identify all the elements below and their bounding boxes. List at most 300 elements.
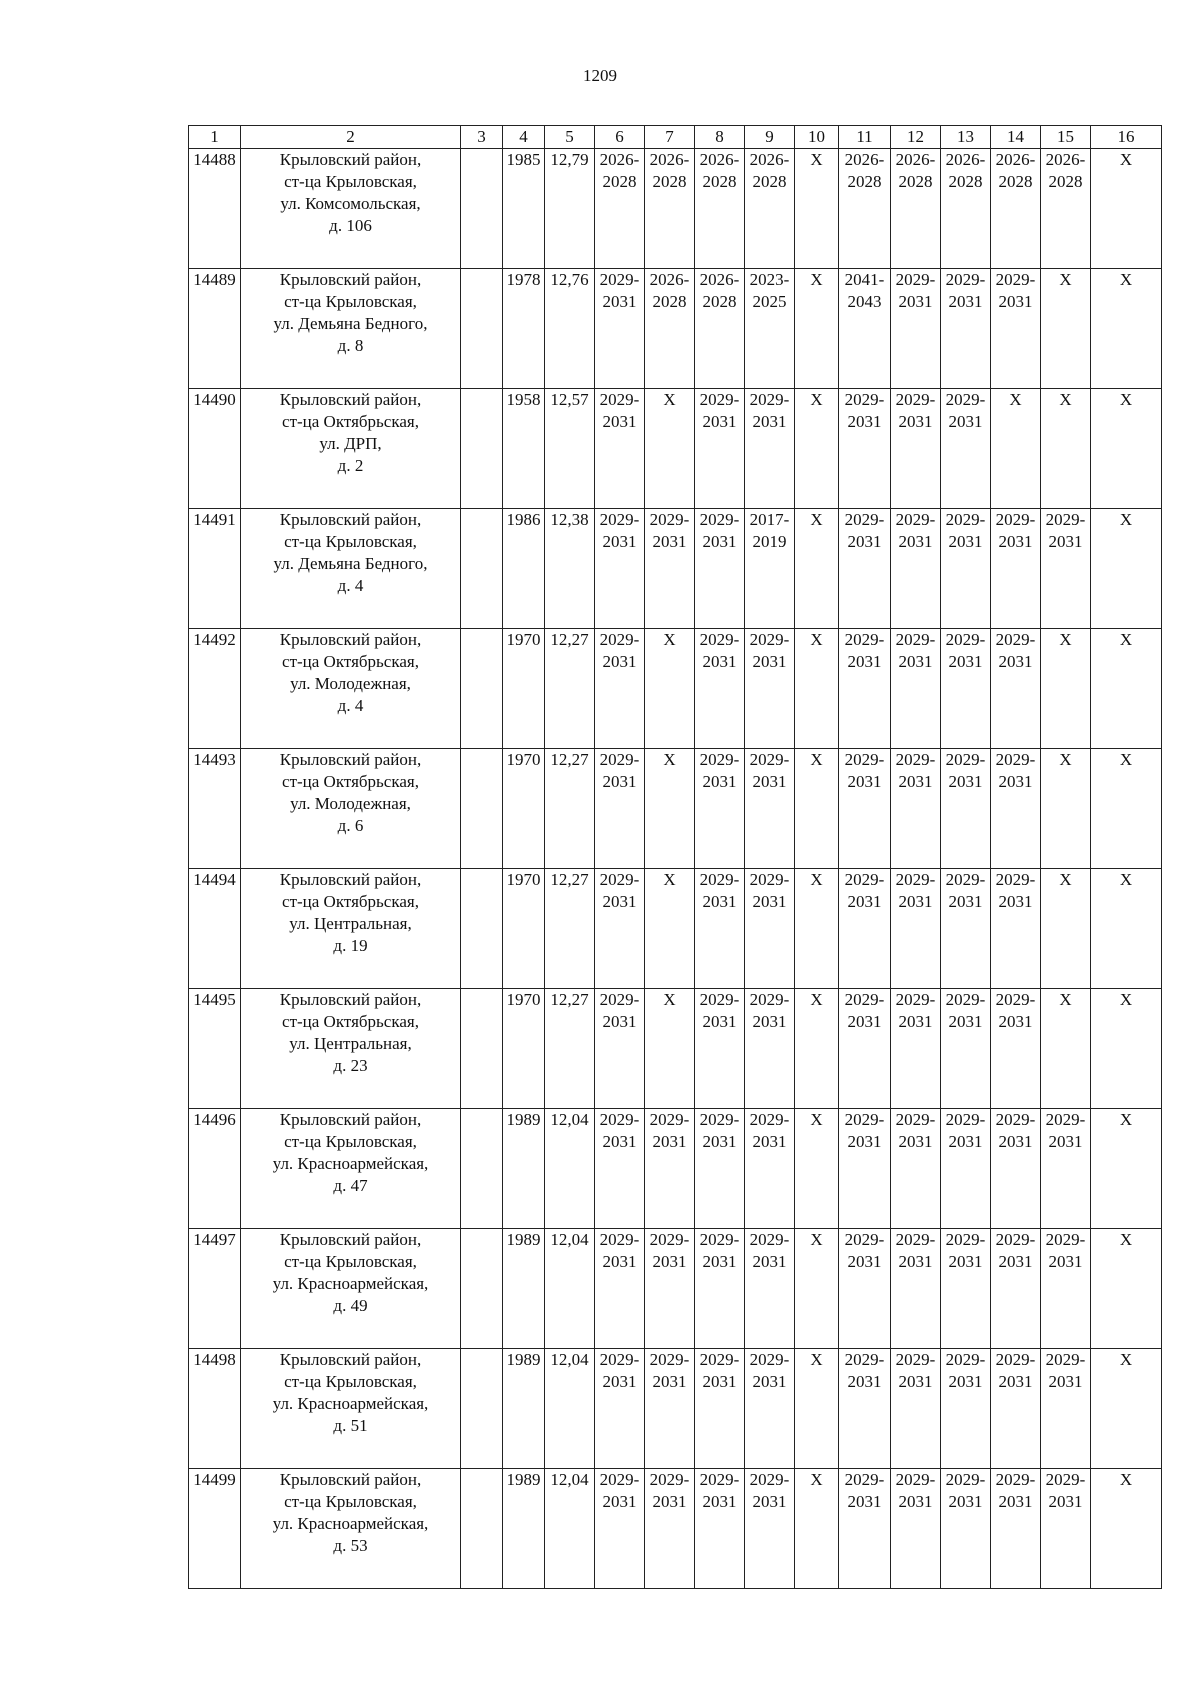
period-text: X xyxy=(1059,750,1072,769)
period-cell xyxy=(891,749,941,869)
period-text: 2028 xyxy=(998,172,1033,191)
period-text: 2029- xyxy=(995,1470,1036,1489)
period-cell xyxy=(595,1109,645,1229)
address-line: д. 8 xyxy=(337,336,364,355)
column-3-cell xyxy=(461,1109,503,1229)
year-cell: 1958 xyxy=(503,389,545,509)
period-text: 2029- xyxy=(749,630,790,649)
address-cell xyxy=(241,869,461,989)
period-text: 2029- xyxy=(599,510,640,529)
period-text: 2031 xyxy=(602,892,637,911)
page-number: 1209 xyxy=(583,66,617,85)
period-text: 2031 xyxy=(898,1132,933,1151)
column-header: 1 xyxy=(189,126,241,149)
column-header: 4 xyxy=(503,126,545,149)
period-text: 2028 xyxy=(1048,172,1083,191)
column-header: 3 xyxy=(461,126,503,149)
period-text: X xyxy=(1059,630,1072,649)
address-line: ул. Молодежная, xyxy=(290,794,411,813)
period-text: 2029- xyxy=(995,870,1036,889)
period-text: 2029- xyxy=(945,630,986,649)
address-cell xyxy=(241,389,461,509)
period-text: 2031 xyxy=(898,1492,933,1511)
period-cell xyxy=(645,869,695,989)
period-text: X xyxy=(810,870,823,889)
row-number-cell: 14499 xyxy=(189,1469,241,1589)
period-cell xyxy=(991,149,1041,269)
row-number-cell: 14493 xyxy=(189,749,241,869)
period-cell xyxy=(941,269,991,389)
period-text: 2029- xyxy=(844,390,885,409)
period-text: 2031 xyxy=(702,1492,737,1511)
period-text: 2031 xyxy=(898,412,933,431)
period-cell xyxy=(891,389,941,509)
period-text: 2029- xyxy=(844,1470,885,1489)
period-text: 2029- xyxy=(599,390,640,409)
period-text: 2029- xyxy=(895,1470,936,1489)
value-cell: 12,04 xyxy=(545,1229,595,1349)
period-text: 2031 xyxy=(898,1252,933,1271)
period-text: 2029- xyxy=(599,1230,640,1249)
period-text: 2029- xyxy=(895,750,936,769)
address-line: д. 6 xyxy=(337,816,364,835)
column-3-cell xyxy=(461,869,503,989)
period-text: 2029- xyxy=(1045,1230,1086,1249)
value-cell: 12,38 xyxy=(545,509,595,629)
period-text: 2031 xyxy=(998,292,1033,311)
period-cell xyxy=(1091,629,1162,749)
period-cell xyxy=(891,629,941,749)
address-line: ст-ца Крыловская, xyxy=(284,532,417,551)
address-line: д. 4 xyxy=(337,696,364,715)
period-text: X xyxy=(810,1230,823,1249)
period-cell xyxy=(795,269,839,389)
period-text: 2031 xyxy=(702,1372,737,1391)
period-cell xyxy=(1041,1229,1091,1349)
period-text: 2029- xyxy=(749,1350,790,1369)
period-text: X xyxy=(1059,870,1072,889)
column-header: 13 xyxy=(941,126,991,149)
period-text: 2031 xyxy=(948,292,983,311)
period-cell xyxy=(695,629,745,749)
period-text: 2029- xyxy=(599,990,640,1009)
period-cell xyxy=(695,989,745,1109)
period-text: 2029- xyxy=(995,1350,1036,1369)
period-text: 2031 xyxy=(948,1492,983,1511)
period-text: 2029- xyxy=(599,870,640,889)
period-text: 2026- xyxy=(649,270,690,289)
column-header: 11 xyxy=(839,126,891,149)
period-text: X xyxy=(1119,990,1133,1009)
column-3-cell xyxy=(461,269,503,389)
address-line: ул. Красноармейская, xyxy=(272,1514,429,1533)
period-cell xyxy=(1041,869,1091,989)
period-cell xyxy=(1091,1109,1162,1229)
value-cell: 12,04 xyxy=(545,1109,595,1229)
period-text: X xyxy=(810,1110,823,1129)
period-text: 2028 xyxy=(702,292,737,311)
address-line: Крыловский район, xyxy=(279,270,422,289)
period-text: 2031 xyxy=(702,532,737,551)
period-text: 2031 xyxy=(847,772,882,791)
period-text: 2029- xyxy=(699,1350,740,1369)
address-line: ул. Красноармейская, xyxy=(272,1274,429,1293)
period-text: 2028 xyxy=(702,172,737,191)
period-text: 2031 xyxy=(948,652,983,671)
period-cell xyxy=(595,749,645,869)
period-text: X xyxy=(663,750,676,769)
period-text: 2029- xyxy=(749,990,790,1009)
address-line: ст-ца Октябрьская, xyxy=(282,1012,419,1031)
address-cell xyxy=(241,269,461,389)
period-text: X xyxy=(1119,1110,1133,1129)
column-3-cell xyxy=(461,1469,503,1589)
period-text: 2029- xyxy=(844,870,885,889)
period-cell xyxy=(645,1349,695,1469)
period-text: 2031 xyxy=(602,1012,637,1031)
period-cell xyxy=(991,1349,1041,1469)
period-text: X xyxy=(1119,510,1133,529)
period-cell xyxy=(839,749,891,869)
period-text: 2029- xyxy=(895,1230,936,1249)
year-cell: 1989 xyxy=(503,1469,545,1589)
period-cell xyxy=(991,1109,1041,1229)
table-row xyxy=(189,749,1162,869)
period-text: 2031 xyxy=(948,1012,983,1031)
period-text: 2026- xyxy=(599,150,640,169)
period-cell xyxy=(795,1109,839,1229)
period-text: 2031 xyxy=(998,1372,1033,1391)
period-text: 2029- xyxy=(895,1110,936,1129)
period-text: X xyxy=(810,1470,823,1489)
address-line: ул. Демьяна Бедного, xyxy=(273,554,428,573)
period-cell xyxy=(695,1469,745,1589)
period-text: 2029- xyxy=(699,630,740,649)
address-line: ст-ца Крыловская, xyxy=(284,1492,417,1511)
period-text: 2026- xyxy=(895,150,936,169)
period-text: X xyxy=(810,510,823,529)
period-text: X xyxy=(810,990,823,1009)
address-cell xyxy=(241,1229,461,1349)
period-text: 2029- xyxy=(649,1350,690,1369)
value-cell: 12,27 xyxy=(545,749,595,869)
period-text: 2029- xyxy=(699,510,740,529)
period-cell xyxy=(1091,1469,1162,1589)
period-text: 2029- xyxy=(945,1110,986,1129)
period-text: 2031 xyxy=(898,772,933,791)
period-cell xyxy=(695,1109,745,1229)
year-cell: 1970 xyxy=(503,869,545,989)
period-cell xyxy=(1041,1469,1091,1589)
period-cell xyxy=(941,389,991,509)
period-cell xyxy=(695,869,745,989)
column-3-cell xyxy=(461,509,503,629)
period-text: 2029- xyxy=(895,390,936,409)
period-cell xyxy=(645,749,695,869)
period-cell xyxy=(1041,1349,1091,1469)
period-text: 2028 xyxy=(847,172,882,191)
period-text: 2026- xyxy=(699,150,740,169)
period-text: 2029- xyxy=(844,1350,885,1369)
address-cell xyxy=(241,629,461,749)
period-cell xyxy=(695,1349,745,1469)
period-text: 2029- xyxy=(599,270,640,289)
period-text: 2031 xyxy=(652,1492,687,1511)
period-text: 2029- xyxy=(895,510,936,529)
period-text: 2029- xyxy=(945,1350,986,1369)
period-cell xyxy=(839,149,891,269)
address-line: д. 47 xyxy=(333,1176,368,1195)
period-text: 2031 xyxy=(948,1132,983,1151)
address-line: Крыловский район, xyxy=(279,870,422,889)
period-text: 2031 xyxy=(948,532,983,551)
address-line: Крыловский район, xyxy=(279,510,422,529)
period-cell xyxy=(595,1349,645,1469)
period-text: X xyxy=(1119,1470,1133,1489)
row-number-cell: 14491 xyxy=(189,509,241,629)
table-row xyxy=(189,1109,1162,1229)
period-cell xyxy=(839,1229,891,1349)
period-text: 2029- xyxy=(844,1110,885,1129)
period-text: 2031 xyxy=(602,412,637,431)
period-text: 2026- xyxy=(1045,150,1086,169)
address-line: ст-ца Крыловская, xyxy=(284,1252,417,1271)
period-cell xyxy=(745,989,795,1109)
period-text: 2029- xyxy=(749,870,790,889)
period-cell xyxy=(891,509,941,629)
period-cell xyxy=(745,749,795,869)
value-cell: 12,27 xyxy=(545,989,595,1109)
period-cell xyxy=(839,509,891,629)
period-text: 2029- xyxy=(699,870,740,889)
period-text: 2031 xyxy=(948,1372,983,1391)
period-text: 2031 xyxy=(752,892,787,911)
row-number-cell: 14494 xyxy=(189,869,241,989)
value-cell: 12,79 xyxy=(545,149,595,269)
period-text: 2029- xyxy=(699,1110,740,1129)
period-cell xyxy=(645,1109,695,1229)
period-text: 2031 xyxy=(752,1492,787,1511)
period-cell xyxy=(941,509,991,629)
housing-register-table xyxy=(188,125,1162,1589)
period-cell xyxy=(991,509,1041,629)
period-cell xyxy=(695,389,745,509)
period-text: 2029- xyxy=(699,750,740,769)
period-cell xyxy=(839,1469,891,1589)
period-text: X xyxy=(663,990,676,1009)
period-text: X xyxy=(1119,270,1133,289)
address-line: Крыловский район, xyxy=(279,750,422,769)
period-cell xyxy=(795,509,839,629)
period-text: X xyxy=(1059,270,1072,289)
period-text: 2029- xyxy=(844,990,885,1009)
period-text: 2031 xyxy=(602,1492,637,1511)
year-cell: 1985 xyxy=(503,149,545,269)
row-number-cell: 14496 xyxy=(189,1109,241,1229)
period-text: 2031 xyxy=(702,1012,737,1031)
period-text: X xyxy=(663,390,676,409)
period-cell xyxy=(695,269,745,389)
address-cell xyxy=(241,749,461,869)
period-text: 2029- xyxy=(895,990,936,1009)
address-line: ст-ца Октябрьская, xyxy=(282,772,419,791)
period-cell xyxy=(745,149,795,269)
period-text: 2029- xyxy=(945,990,986,1009)
period-text: 2029- xyxy=(699,390,740,409)
period-text: 2031 xyxy=(998,1132,1033,1151)
period-cell xyxy=(1091,869,1162,989)
period-text: X xyxy=(1119,1350,1133,1369)
period-cell xyxy=(795,1469,839,1589)
period-cell xyxy=(891,1229,941,1349)
address-line: ул. Молодежная, xyxy=(290,674,411,693)
period-text: X xyxy=(810,270,823,289)
period-cell xyxy=(991,1469,1041,1589)
period-cell xyxy=(991,389,1041,509)
period-text: 2031 xyxy=(602,1252,637,1271)
address-line: Крыловский район, xyxy=(279,150,422,169)
period-cell xyxy=(891,269,941,389)
address-line: д. 23 xyxy=(333,1056,368,1075)
period-text: 2031 xyxy=(1048,1132,1083,1151)
period-text: 2031 xyxy=(702,892,737,911)
address-line: ул. Демьяна Бедного, xyxy=(273,314,428,333)
period-text: 2029- xyxy=(995,510,1036,529)
period-text: 2031 xyxy=(948,412,983,431)
period-text: 2031 xyxy=(1048,1492,1083,1511)
period-text: 2031 xyxy=(652,1252,687,1271)
period-text: 2029- xyxy=(649,1110,690,1129)
period-cell xyxy=(941,989,991,1109)
period-text: 2029- xyxy=(1045,510,1086,529)
column-header: 9 xyxy=(745,126,795,149)
period-text: 2017- xyxy=(749,510,790,529)
period-text: X xyxy=(810,390,823,409)
period-cell xyxy=(695,149,745,269)
column-header: 14 xyxy=(991,126,1041,149)
period-text: X xyxy=(1009,390,1022,409)
row-number-cell: 14498 xyxy=(189,1349,241,1469)
period-text: 2031 xyxy=(998,532,1033,551)
year-cell: 1989 xyxy=(503,1229,545,1349)
period-cell xyxy=(795,149,839,269)
address-line: ул. ДРП, xyxy=(319,434,382,453)
period-cell xyxy=(745,1469,795,1589)
table-row xyxy=(189,1229,1162,1349)
period-cell xyxy=(695,509,745,629)
period-text: 2029- xyxy=(1045,1110,1086,1129)
period-text: 2029- xyxy=(844,1230,885,1249)
period-text: X xyxy=(1119,630,1133,649)
period-cell xyxy=(839,869,891,989)
period-text: X xyxy=(1119,390,1133,409)
period-text: 2028 xyxy=(948,172,983,191)
period-text: 2031 xyxy=(752,1252,787,1271)
table-row xyxy=(189,989,1162,1109)
period-text: 2026- xyxy=(945,150,986,169)
value-cell: 12,27 xyxy=(545,629,595,749)
period-text: 2026- xyxy=(649,150,690,169)
period-cell xyxy=(795,389,839,509)
period-cell xyxy=(991,749,1041,869)
year-cell: 1978 xyxy=(503,269,545,389)
period-text: 2029- xyxy=(749,1110,790,1129)
address-line: Крыловский район, xyxy=(279,1470,422,1489)
address-line: Крыловский район, xyxy=(279,390,422,409)
value-cell: 12,76 xyxy=(545,269,595,389)
period-text: 2031 xyxy=(602,652,637,671)
column-header: 15 xyxy=(1041,126,1091,149)
period-cell xyxy=(991,269,1041,389)
period-cell xyxy=(645,149,695,269)
period-text: 2031 xyxy=(652,1132,687,1151)
column-header: 6 xyxy=(595,126,645,149)
address-line: ул. Центральная, xyxy=(289,1034,412,1053)
period-text: 2031 xyxy=(602,532,637,551)
period-text: 2031 xyxy=(1048,1252,1083,1271)
address-line: д. 2 xyxy=(337,456,364,475)
period-text: 2028 xyxy=(652,292,687,311)
year-cell: 1970 xyxy=(503,629,545,749)
period-text: 2031 xyxy=(898,892,933,911)
period-text: 2029- xyxy=(995,1110,1036,1129)
period-text: 2031 xyxy=(898,652,933,671)
period-text: 2031 xyxy=(898,532,933,551)
period-cell xyxy=(645,1229,695,1349)
period-text: 2026- xyxy=(699,270,740,289)
year-cell: 1970 xyxy=(503,989,545,1109)
period-text: 2031 xyxy=(602,1372,637,1391)
period-text: 2029- xyxy=(895,630,936,649)
period-cell xyxy=(595,869,645,989)
period-text: 2026- xyxy=(995,150,1036,169)
address-line: ст-ца Крыловская, xyxy=(284,172,417,191)
period-text: 2031 xyxy=(948,1252,983,1271)
period-cell xyxy=(745,869,795,989)
period-text: 2031 xyxy=(1048,1372,1083,1391)
period-text: X xyxy=(810,750,823,769)
period-cell xyxy=(1041,989,1091,1109)
period-text: 2026- xyxy=(749,150,790,169)
period-text: 2031 xyxy=(752,652,787,671)
period-text: X xyxy=(1059,390,1072,409)
period-text: 2029- xyxy=(699,990,740,1009)
period-text: 2028 xyxy=(652,172,687,191)
period-text: 2031 xyxy=(998,1252,1033,1271)
address-line: д. 4 xyxy=(337,576,364,595)
address-line: Крыловский район, xyxy=(279,630,422,649)
period-cell xyxy=(795,989,839,1109)
period-text: 2031 xyxy=(847,532,882,551)
period-text: 2031 xyxy=(652,532,687,551)
period-text: 2031 xyxy=(998,652,1033,671)
period-cell xyxy=(941,869,991,989)
address-line: ст-ца Крыловская, xyxy=(284,1372,417,1391)
period-text: 2029- xyxy=(895,270,936,289)
period-text: 2041- xyxy=(844,270,885,289)
column-3-cell xyxy=(461,149,503,269)
period-cell xyxy=(1091,749,1162,869)
period-text: 2031 xyxy=(752,1012,787,1031)
period-text: 2031 xyxy=(948,772,983,791)
period-cell xyxy=(891,1349,941,1469)
row-number-cell: 14495 xyxy=(189,989,241,1109)
address-line: д. 19 xyxy=(333,936,368,955)
period-cell xyxy=(1091,1349,1162,1469)
period-text: 2029- xyxy=(649,510,690,529)
period-cell xyxy=(745,1229,795,1349)
table-body xyxy=(189,149,1162,1589)
